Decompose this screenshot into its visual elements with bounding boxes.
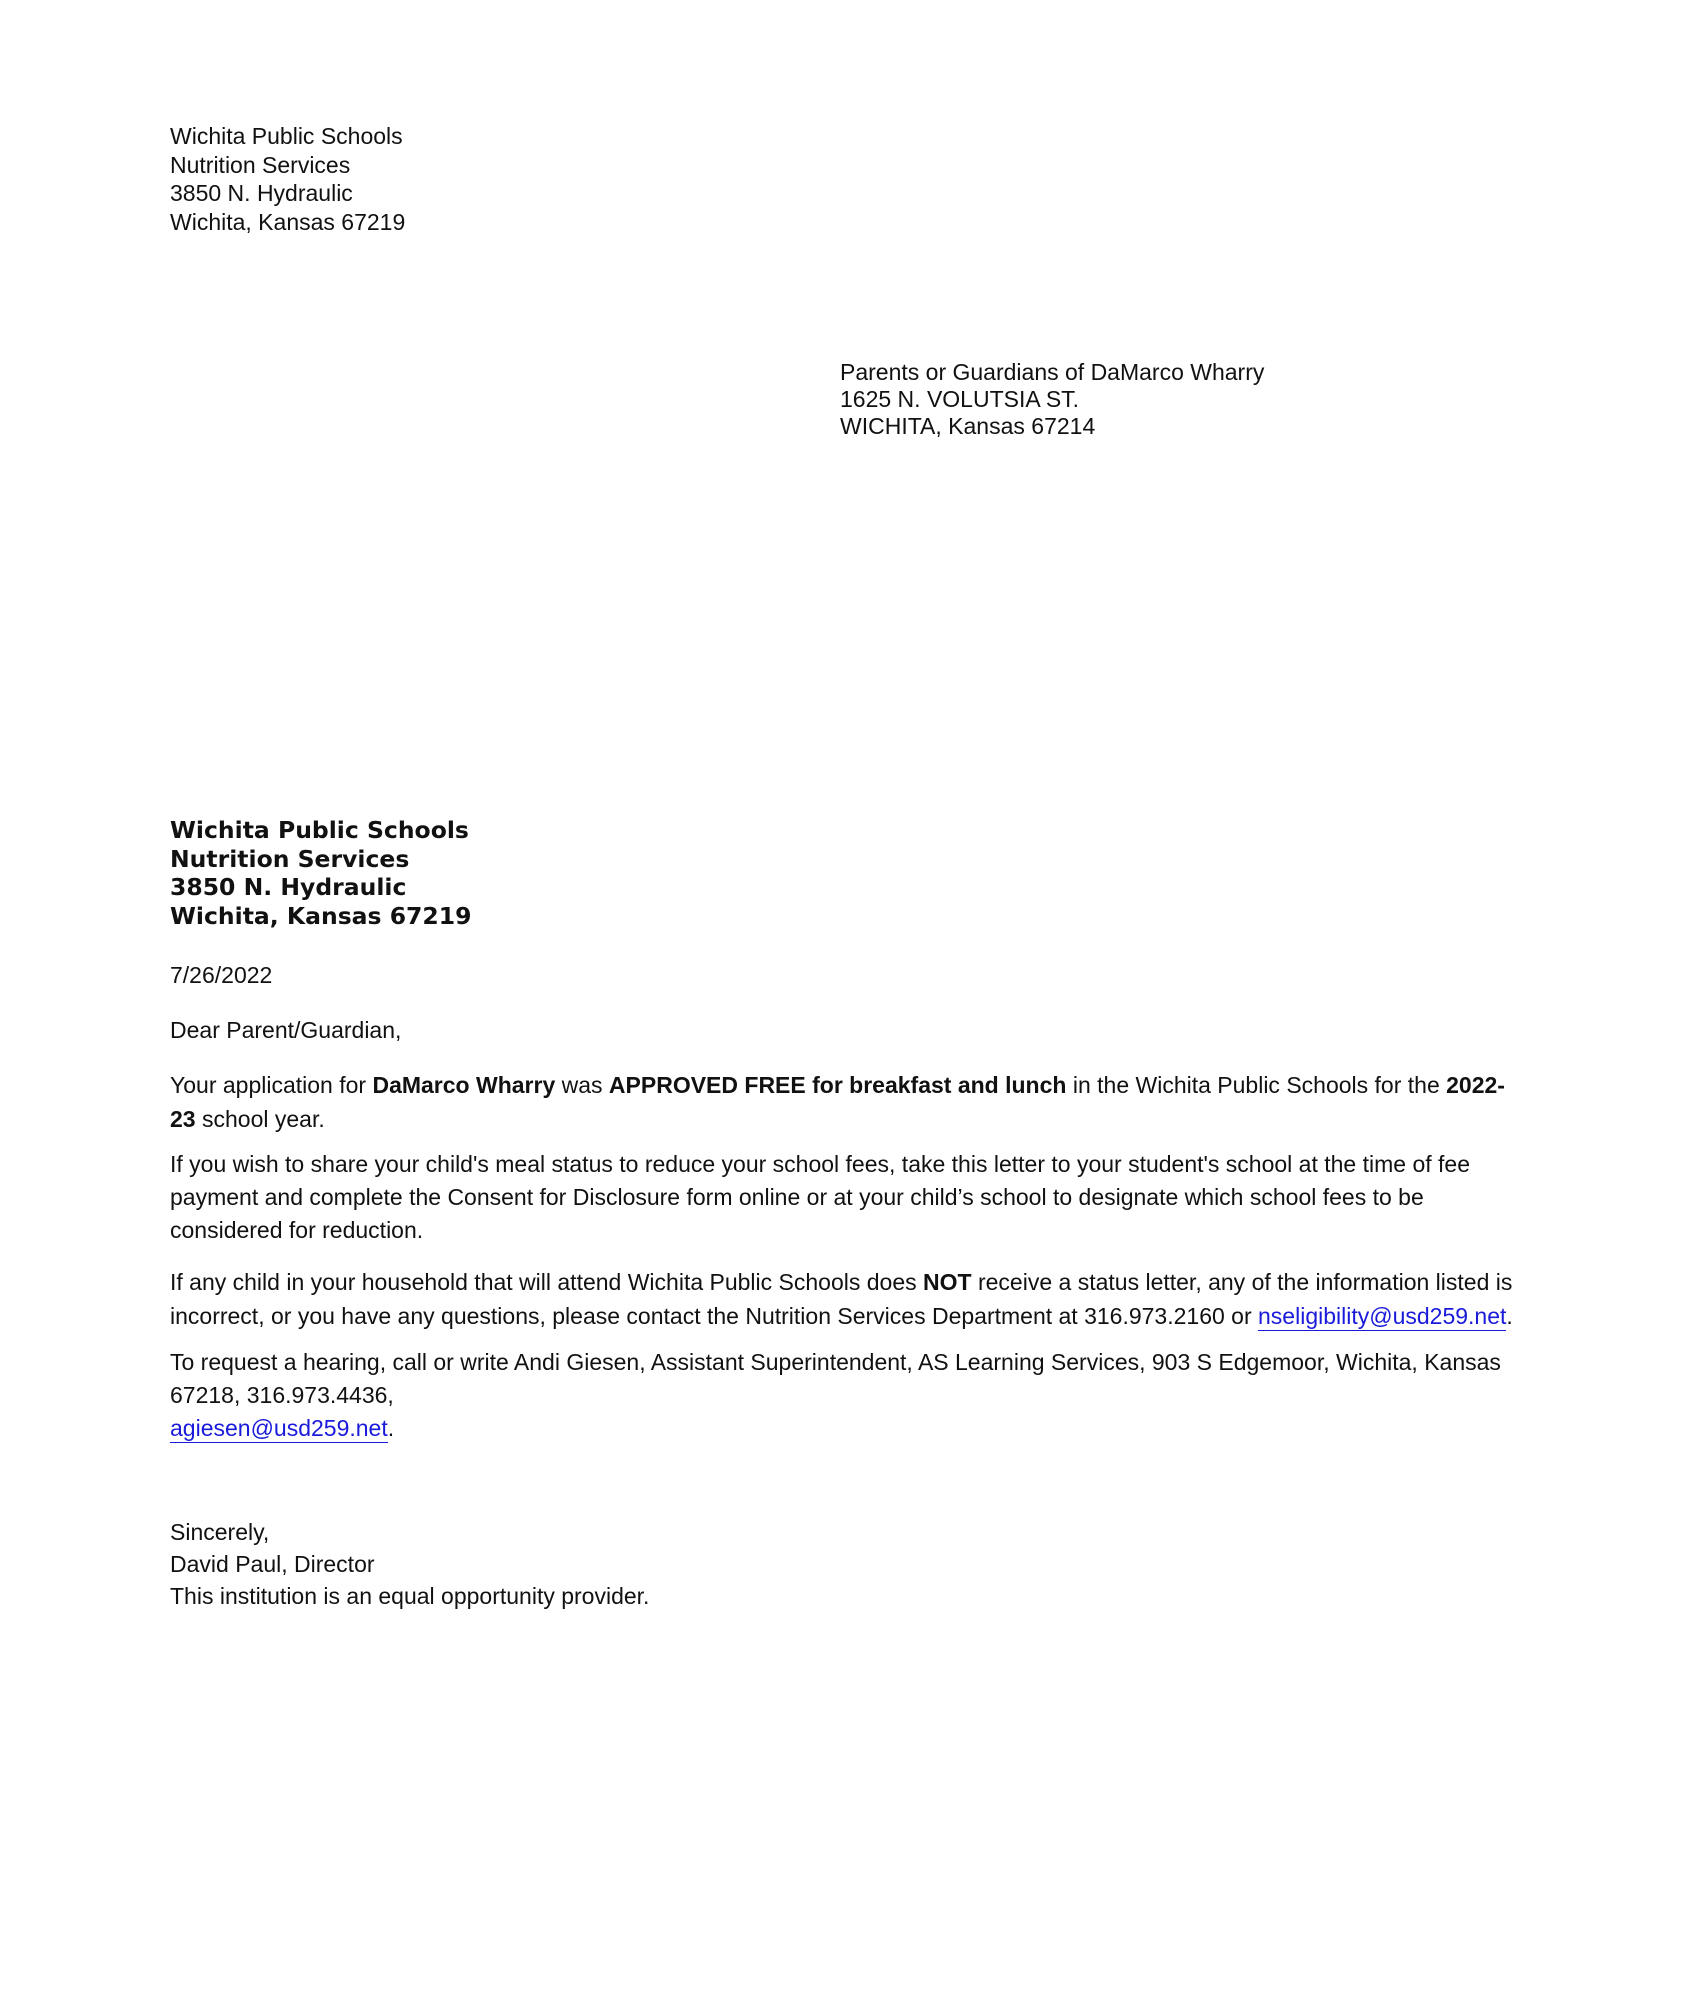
agiesen-email-link[interactable]: agiesen@usd259.net [170,1415,388,1441]
approval-line-1 [170,1068,1550,1102]
approval-status: APPROVED FREE for breakfast and lunch [608,1072,1067,1098]
fee-reduction-line-1: If you wish to share your child's meal status to reduce your school fees, take this letter to your student's school at the time of fee [170,1151,1470,1177]
return-address [170,122,405,236]
signature: David Paul, Director [170,1551,375,1577]
fee-reduction-paragraph [170,1148,1550,1247]
letterhead-line-1: Wichita Public Schools [170,816,469,844]
approval-text-2: was [555,1072,609,1098]
letterhead-line-3: 3850 N. Hydraulic [170,873,407,901]
approval-paragraph [170,1068,1550,1136]
recipient-street: 1625 N. VOLUTSIA ST. [840,386,1080,412]
contact-text-4: . [1506,1303,1513,1329]
hearing-line-1: To request a hearing, call or write Andi Giesen, Assistant Superintendent, AS Learning Services, 903 S Edgemoor, Wichita, Kansas [170,1349,1501,1375]
school-year-part-2: 23 [170,1106,196,1132]
return-address-line-2: Nutrition Services [170,151,351,178]
recipient-name: Parents or Guardians of DaMarco Wharry [840,359,1265,385]
recipient-address [840,359,1264,440]
return-address-line-4: Wichita, Kansas 67219 [170,208,406,235]
fee-reduction-line-2: payment and complete the Consent for Disclosure form online or at your child’s school to designate which school fees to be [170,1184,1424,1210]
approval-text-3: in the Wichita Public Schools for the [1066,1072,1447,1098]
approval-line-2 [170,1102,1550,1136]
letter-date: 7/26/2022 [170,962,273,988]
return-address-line-1: Wichita Public Schools [170,123,403,149]
recipient-city: WICHITA, Kansas 67214 [840,413,1096,439]
hearing-paragraph [170,1346,1550,1445]
nseligibility-email-link[interactable]: nseligibility@usd259.net [1258,1303,1507,1329]
salutation: Dear Parent/Guardian, [170,1017,402,1043]
equal-opportunity-statement: This institution is an equal opportunity provider. [170,1583,650,1609]
not-emphasis: NOT [923,1269,972,1295]
approval-text-1: Your application for [170,1072,373,1098]
return-address-line-3: 3850 N. Hydraulic [170,180,353,206]
hearing-text-end: . [387,1415,395,1441]
contact-text-1: If any child in your household that will attend Wichita Public Schools does [170,1269,924,1295]
letterhead [170,816,471,930]
school-year-part-1: 2022- [1446,1072,1505,1098]
student-name: DaMarco Wharry [372,1072,556,1098]
contact-text-2: receive a status letter, any of the information listed is [971,1269,1513,1295]
closing-block [170,1516,649,1612]
contact-line-2 [170,1299,1550,1333]
fee-reduction-line-3: considered for reduction. [170,1217,424,1243]
letterhead-line-2: Nutrition Services [170,844,410,873]
approval-text-4: school year. [195,1106,325,1132]
contact-line-1 [170,1265,1550,1299]
contact-text-3: incorrect, or you have any questions, please contact the Nutrition Services Department at 316.973.2160 or [170,1303,1259,1329]
hearing-line-2: 67218, 316.973.4436, [170,1382,394,1408]
hearing-line-3 [170,1412,1550,1445]
letterhead-line-4: Wichita, Kansas 67219 [170,901,472,930]
sign-off: Sincerely, [170,1519,270,1545]
contact-paragraph [170,1265,1550,1333]
